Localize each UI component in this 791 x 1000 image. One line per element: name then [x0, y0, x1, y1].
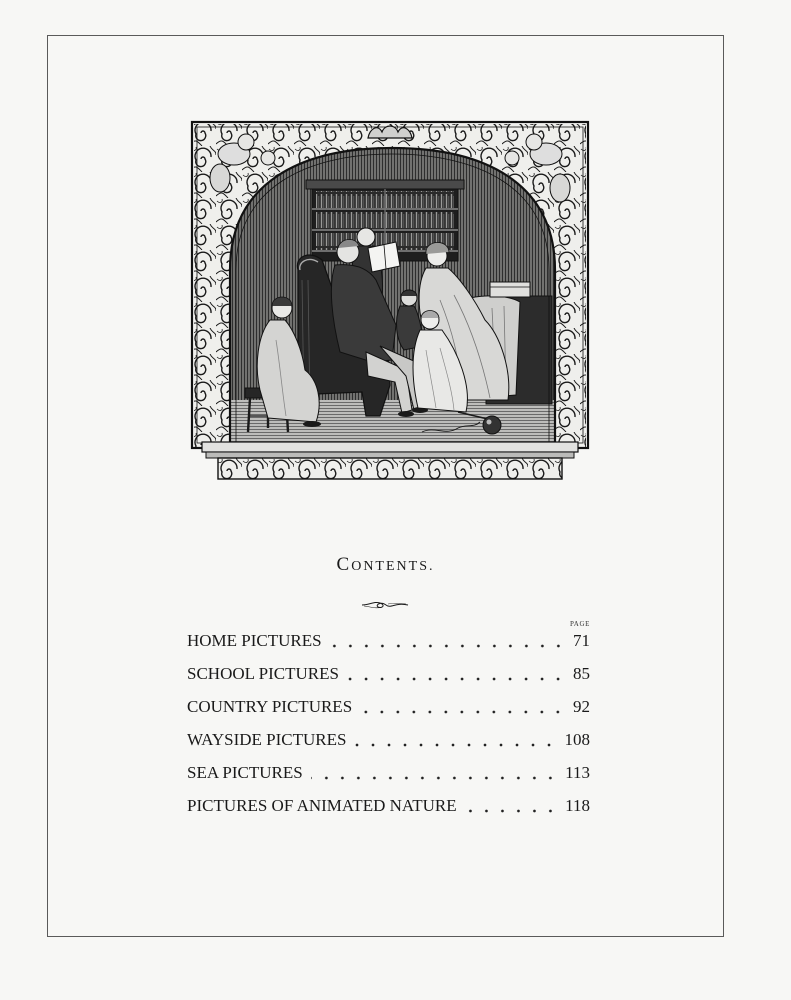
toc-title: PICTURES OF ANIMATED NATURE — [187, 796, 457, 815]
toc-entry — [187, 631, 590, 664]
toc-page-number: 85 — [573, 664, 590, 683]
toc-page-number: 118 — [565, 796, 590, 815]
toc-entry — [187, 697, 590, 730]
toc-title: SEA PICTURES — [187, 763, 303, 782]
toc-entry — [187, 664, 590, 697]
toc-page-number: 113 — [565, 763, 590, 782]
dot-leader — [330, 631, 566, 651]
toc-entry — [187, 730, 590, 763]
toc-title: SCHOOL PICTURES — [187, 664, 339, 683]
interior-scene — [228, 140, 558, 450]
toc-page-number: 108 — [564, 730, 590, 749]
mantle-base — [202, 442, 578, 479]
toc-page-number: 71 — [573, 631, 590, 650]
contents-heading: CONTENTS. — [336, 554, 435, 575]
page-column-label: PAGE — [569, 620, 590, 628]
toc-title: COUNTRY PICTURES — [187, 697, 353, 716]
toc-title: HOME PICTURES — [187, 631, 322, 650]
crown-ornament — [368, 126, 412, 138]
flourish-ornament-icon — [360, 598, 410, 612]
toc-title: WAYSIDE PICTURES — [187, 730, 347, 749]
dot-leader — [347, 664, 566, 684]
toc-entry — [187, 796, 590, 829]
table-of-contents — [187, 631, 590, 829]
dot-leader — [465, 796, 558, 816]
engraving-family-reading-icon — [190, 120, 590, 482]
dot-leader — [354, 730, 557, 750]
dot-leader — [360, 697, 566, 717]
dot-leader — [311, 763, 558, 783]
toc-entry — [187, 763, 590, 796]
toc-page-number: 92 — [573, 697, 590, 716]
